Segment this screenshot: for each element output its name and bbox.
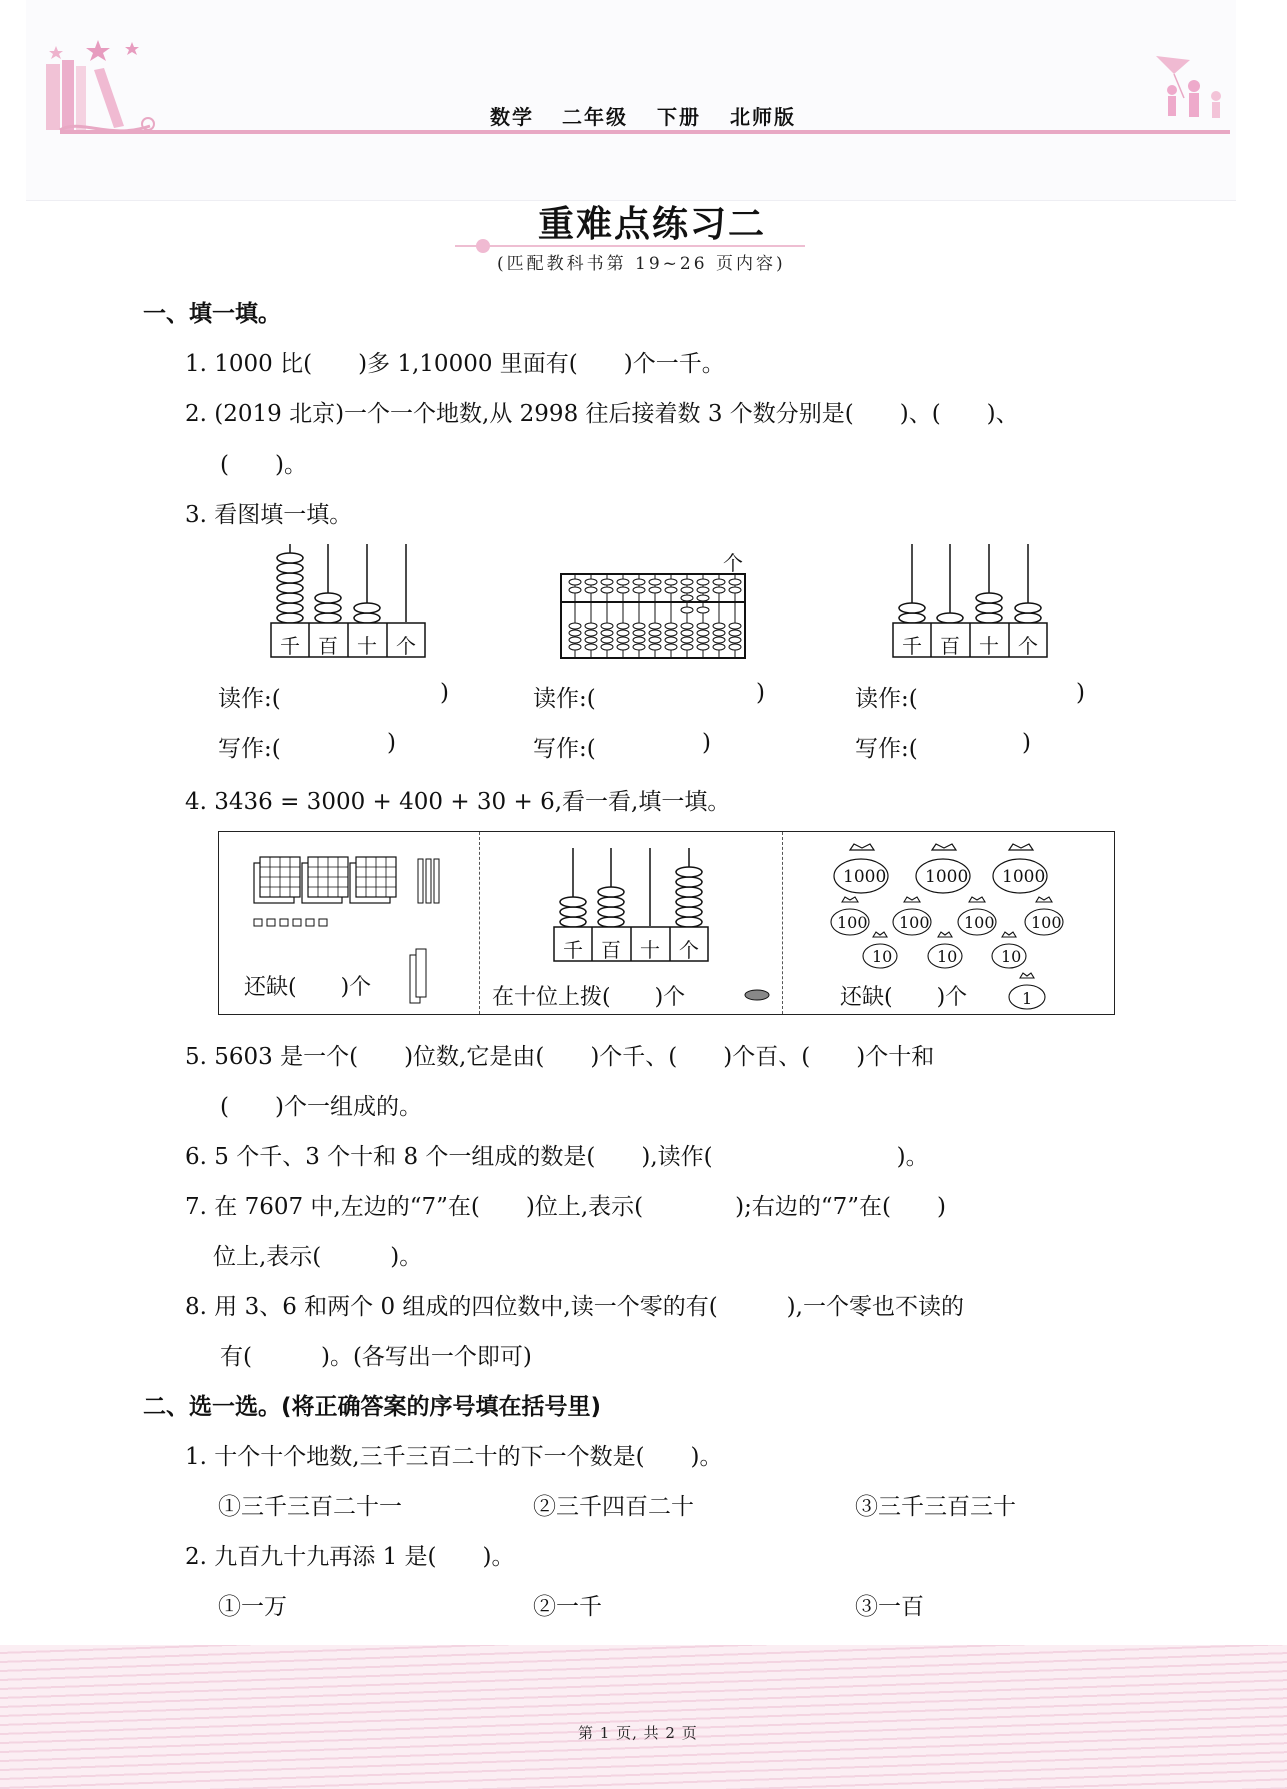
question-1-5: 5. 5603 是一个( )位数,它是由( )个千、( )个百、( )个十和 xyxy=(185,1044,935,1070)
read-close-2: ) xyxy=(756,680,765,706)
abacus-1-label-hundreds: 百 xyxy=(318,634,338,658)
abacus-1-label-ones: 个 xyxy=(396,634,416,658)
q4-divider-1 xyxy=(479,832,480,1014)
bag-1000-c-label: 1000 xyxy=(1002,867,1046,887)
question-2-1-option-3: ③三千三百三十 xyxy=(855,1494,1016,1520)
footer-band xyxy=(0,1645,1287,1789)
write-close-3: ) xyxy=(1022,730,1031,756)
write-label-3: 写作:( xyxy=(855,736,918,762)
counting-frame xyxy=(560,570,746,660)
page-subtitle: (匹配教科书第 19~26 页内容) xyxy=(497,254,786,274)
question-2-1-option-2: ②三千四百二十 xyxy=(533,1494,694,1520)
q4-abacus-label-tens: 十 xyxy=(640,938,660,962)
question-1-3: 3. 看图填一填。 xyxy=(185,502,353,528)
q4-abacus-label-ones: 个 xyxy=(679,938,699,962)
bag-10-b-label: 10 xyxy=(937,947,958,966)
question-2-1-option-1: ①三千三百二十一 xyxy=(218,1494,402,1520)
question-1-1: 1. 1000 比( )多 1,10000 里面有( )个一千。 xyxy=(185,351,725,377)
question-1-7-cont: 位上,表示( )。 xyxy=(213,1244,423,1270)
abacus-1-label-thousands: 千 xyxy=(280,634,300,658)
write-close-1: ) xyxy=(387,730,396,756)
question-1-4: 4. 3436 = 3000 + 400 + 30 + 6,看一看,填一填。 xyxy=(185,789,731,815)
bag-100-b-label: 100 xyxy=(899,913,930,932)
q4-panel3-text: 还缺( )个 xyxy=(840,985,968,1010)
abacus-3-label-hundreds: 百 xyxy=(940,634,960,658)
bag-10-a-label: 10 xyxy=(872,947,893,966)
bag-1000-b-label: 1000 xyxy=(925,867,969,887)
header-band xyxy=(26,0,1236,201)
question-2-2-option-3: ③一百 xyxy=(855,1594,924,1620)
bag-100-d-label: 100 xyxy=(1031,913,1062,932)
read-label-1: 读作:( xyxy=(218,686,281,712)
question-1-8: 8. 用 3、6 和两个 0 组成的四位数中,读一个零的有( ),一个零也不读的 xyxy=(185,1294,964,1320)
bead-icon xyxy=(742,987,772,1003)
section2-heading: 二、选一选。(将正确答案的序号填在括号里) xyxy=(143,1394,602,1420)
header-volume: 下册 xyxy=(657,105,701,129)
q4-panel2-text: 在十位上拨( )个 xyxy=(492,985,686,1010)
counting-frame-ones-label: 个 xyxy=(723,551,743,575)
bag-1000-a-label: 1000 xyxy=(843,867,887,887)
page-title: 重难点练习二 xyxy=(538,203,767,245)
q4-divider-2 xyxy=(782,832,783,1014)
header-edition: 北师版 xyxy=(730,105,796,129)
question-1-7: 7. 在 7607 中,左边的“7”在( )位上,表示( );右边的“7”在( ) xyxy=(185,1194,946,1220)
q4-abacus-label-thousands: 千 xyxy=(563,938,583,962)
bag-1-label: 1 xyxy=(1022,989,1033,1008)
bag-100-c-label: 100 xyxy=(964,913,995,932)
q4-panel1-text: 还缺( )个 xyxy=(244,975,372,1000)
read-close-3: ) xyxy=(1076,680,1085,706)
read-label-3: 读作:( xyxy=(855,686,918,712)
abacus-3-label-tens: 十 xyxy=(979,634,999,658)
abacus-3-label-thousands: 千 xyxy=(902,634,922,658)
abacus-1-label-tens: 十 xyxy=(357,634,377,658)
q4-abacus-label-hundreds: 百 xyxy=(601,938,621,962)
question-1-2: 2. (2019 北京)一个一个地数,从 2998 往后接着数 3 个数分别是( )、( )、 xyxy=(185,401,1019,427)
page-number: 第 1 页, 共 2 页 xyxy=(578,1724,698,1742)
question-1-5-cont: ( )个一组成的。 xyxy=(220,1094,422,1120)
header-grade: 二年级 xyxy=(562,105,628,129)
bag-100-a-label: 100 xyxy=(837,913,868,932)
question-2-1: 1. 十个十个地数,三千三百二十的下一个数是( )。 xyxy=(185,1444,723,1470)
read-close-1: ) xyxy=(440,680,449,706)
read-label-2: 读作:( xyxy=(533,686,596,712)
write-label-1: 写作:( xyxy=(218,736,281,762)
write-label-2: 写作:( xyxy=(533,736,596,762)
bag-10-c-label: 10 xyxy=(1001,947,1022,966)
header-rule xyxy=(60,130,1230,134)
question-2-2-option-1: ①一万 xyxy=(218,1594,287,1620)
kids-kite-icon xyxy=(1150,50,1230,134)
question-2-2: 2. 九百九十九再添 1 是( )。 xyxy=(185,1544,515,1570)
abacus-3-label-ones: 个 xyxy=(1018,634,1038,658)
question-1-6: 6. 5 个千、3 个十和 8 个一组成的数是( ),读作( )。 xyxy=(185,1144,929,1170)
section1-heading: 一、填一填。 xyxy=(143,301,281,327)
question-1-8-cont: 有( )。(各写出一个即可) xyxy=(220,1344,532,1370)
write-close-2: ) xyxy=(702,730,711,756)
header-subject: 数学 xyxy=(490,105,534,129)
question-2-2-option-2: ②一千 xyxy=(533,1594,602,1620)
question-1-2-cont: ( )。 xyxy=(220,452,307,478)
